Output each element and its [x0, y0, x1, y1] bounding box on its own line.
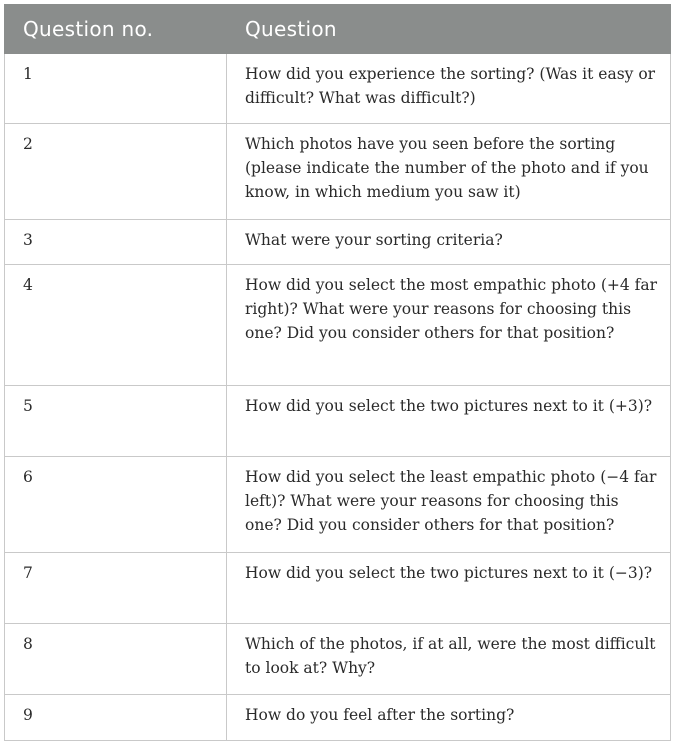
- question-text: Which of the photos, if at all, were the most difficult to look at? Why?: [227, 624, 671, 695]
- table-body: [5, 54, 671, 741]
- question-text: How did you select the least empathic photo (−4 far left)? What were your reasons for choosing this one? Did you consider others for that position?: [227, 457, 671, 553]
- question-number: 6: [5, 457, 227, 553]
- question-number: 2: [5, 124, 227, 220]
- question-text: How did you select the most empathic photo (+4 far right)? What were your reasons for choosing this one? Did you consider others for that position?: [227, 265, 671, 386]
- header-row: [5, 5, 671, 54]
- table-row: [5, 220, 671, 265]
- table-row: [5, 54, 671, 124]
- table-row: [5, 386, 671, 457]
- question-text: How did you select the two pictures next to it (−3)?: [227, 553, 671, 624]
- table-header: [5, 5, 671, 54]
- question-text: Which photos have you seen before the sorting (please indicate the number of the photo and if you know, in which medium you saw it): [227, 124, 671, 220]
- question-number: 1: [5, 54, 227, 124]
- question-number: 9: [5, 695, 227, 741]
- question-number: 7: [5, 553, 227, 624]
- question-text: How do you feel after the sorting?: [227, 695, 671, 741]
- question-text: How did you select the two pictures next to it (+3)?: [227, 386, 671, 457]
- table-row: [5, 553, 671, 624]
- question-number: 4: [5, 265, 227, 386]
- questions-table-container: [4, 4, 670, 741]
- question-number: 8: [5, 624, 227, 695]
- question-number: 5: [5, 386, 227, 457]
- table-row: [5, 457, 671, 553]
- question-number: 3: [5, 220, 227, 265]
- table-row: [5, 624, 671, 695]
- header-question-no: Question no.: [5, 5, 227, 54]
- question-text: How did you experience the sorting? (Was it easy or difficult? What was difficult?): [227, 54, 671, 124]
- table-row: [5, 124, 671, 220]
- header-question: Question: [227, 5, 671, 54]
- question-text: What were your sorting criteria?: [227, 220, 671, 265]
- questions-table: [4, 4, 671, 741]
- table-row: [5, 695, 671, 741]
- table-row: [5, 265, 671, 386]
